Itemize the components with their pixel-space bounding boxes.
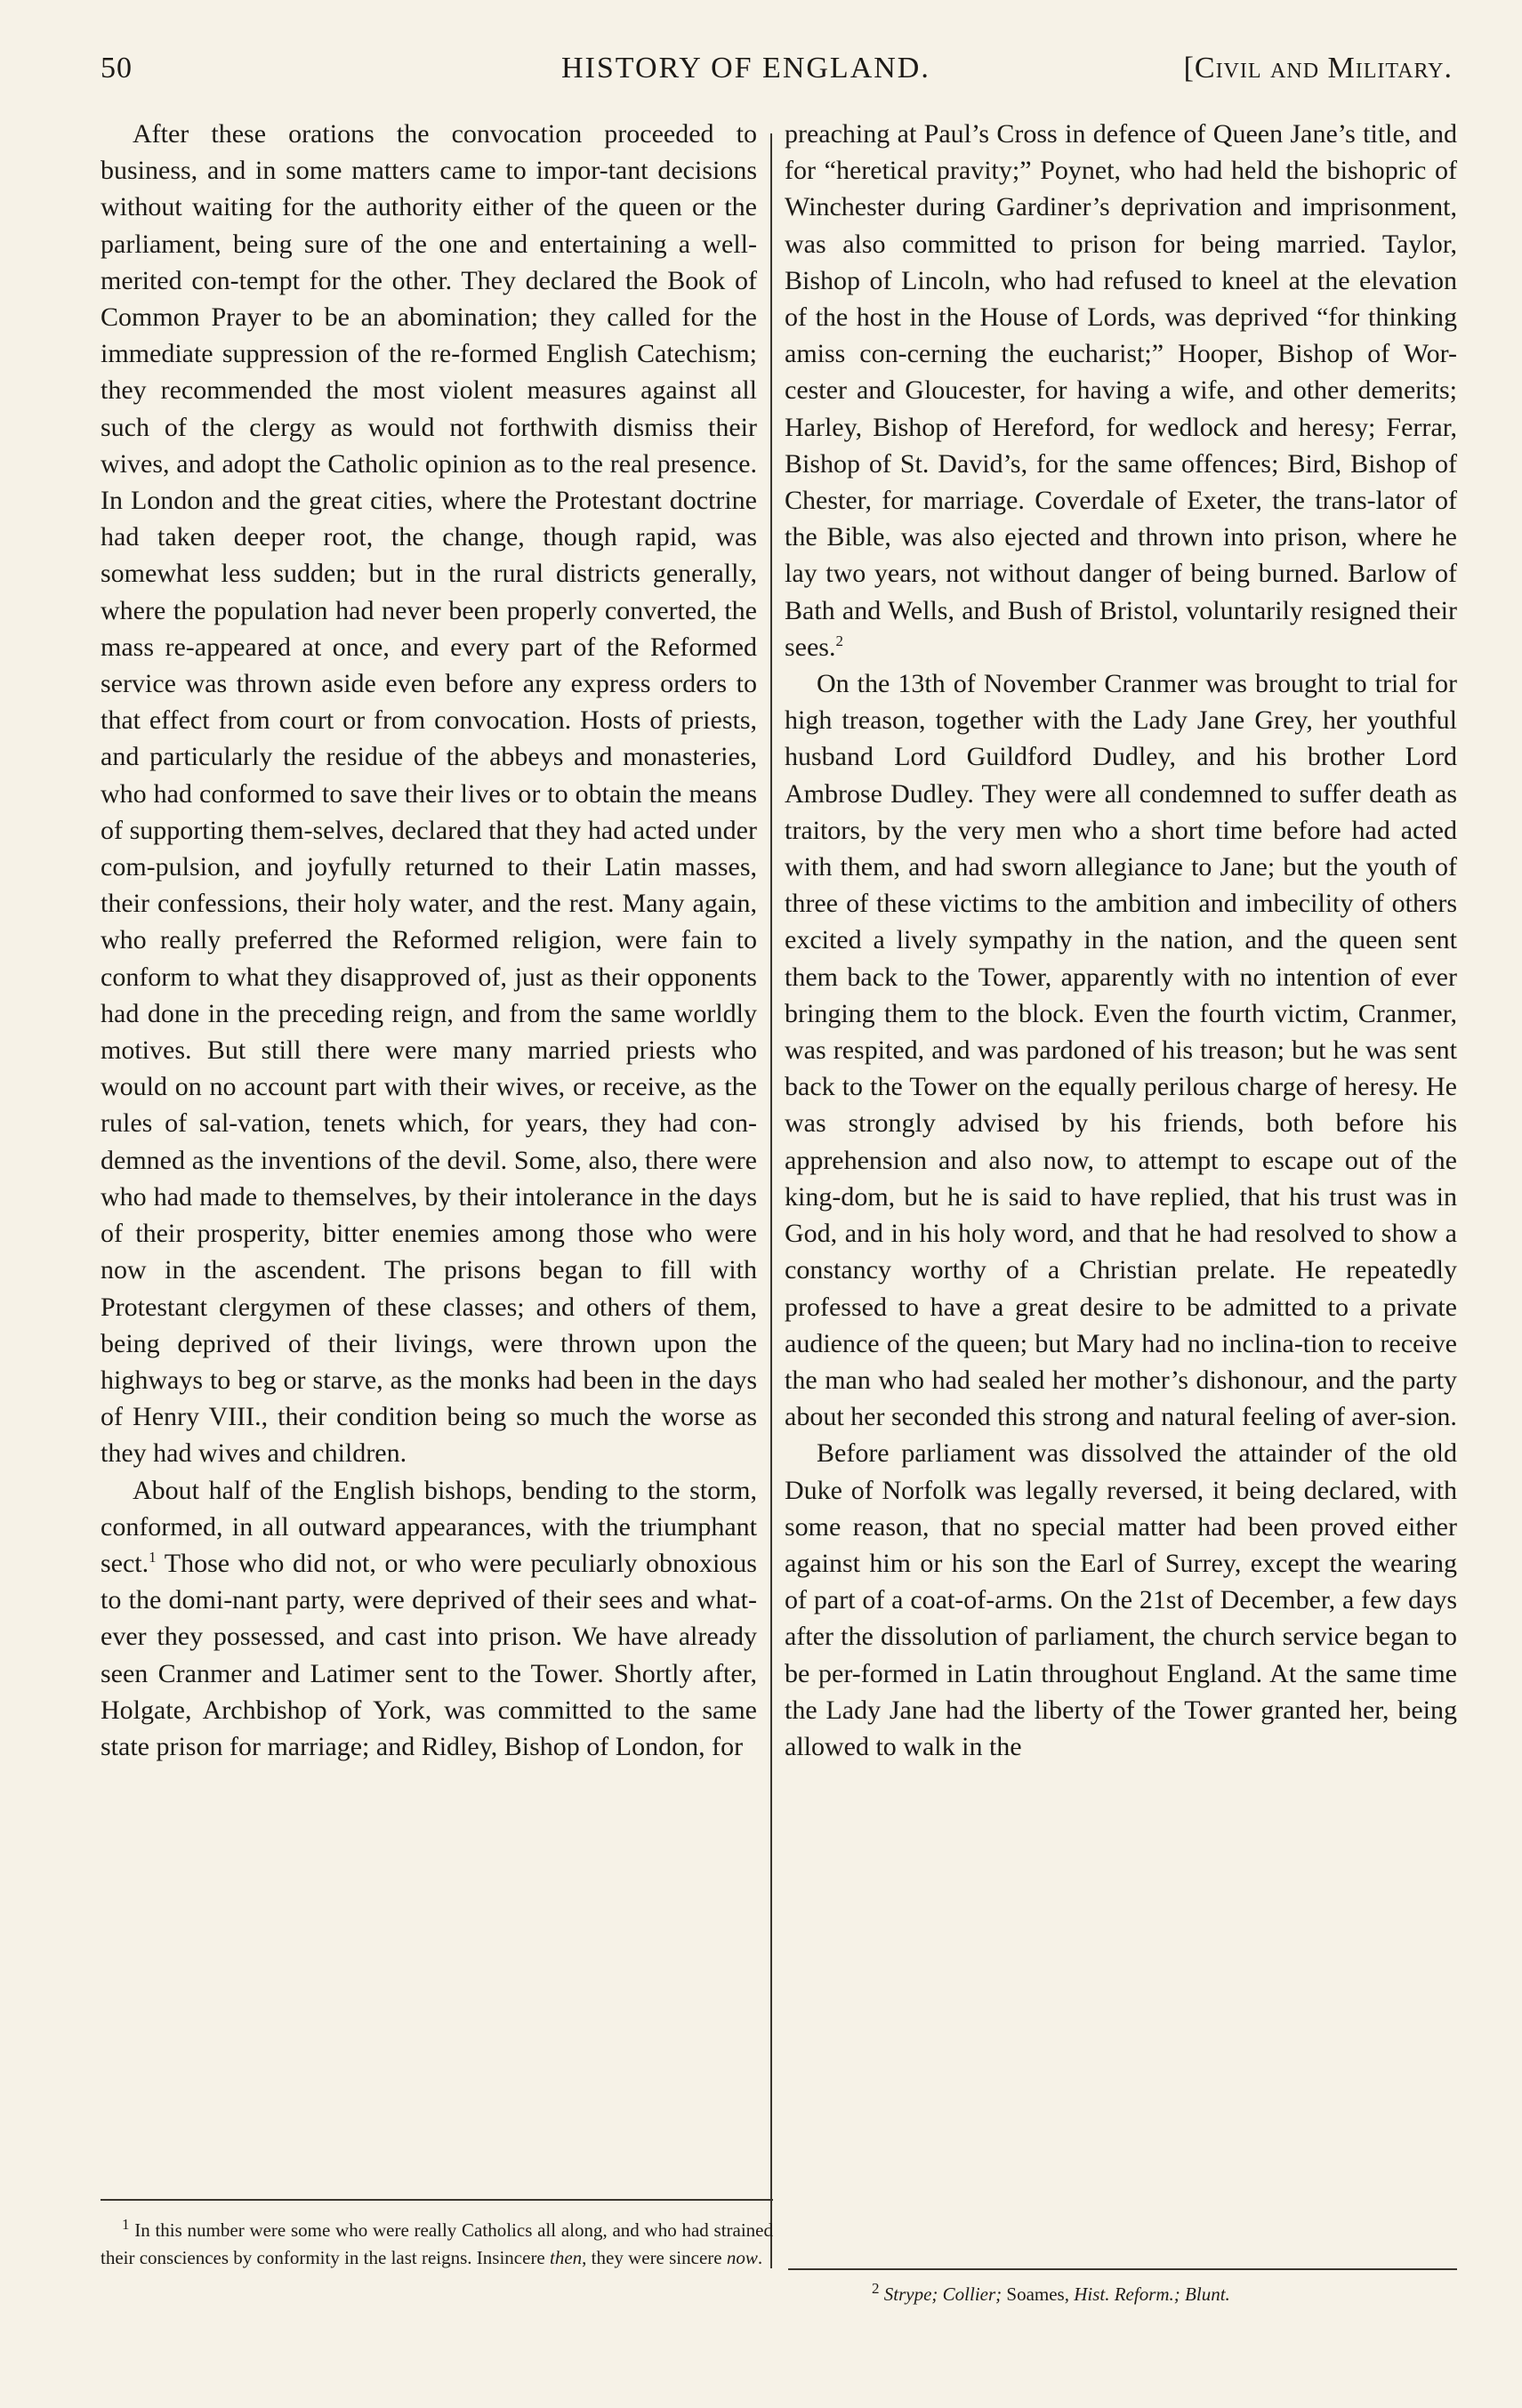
footnote-1: [101, 2217, 773, 2272]
footnote-emphasis: then: [550, 2247, 583, 2268]
section-title: [Civil and Military.: [1183, 52, 1453, 85]
paragraph: After these orations the convocation proceeded to business, and in some matters came to impor-tant decisions without waiting for the authority either of the queen or the parliament, being sure of the one and entertaining a well-merited con-tempt for the other. They declared the Book of Common Prayer to be an abomination; they called for the immediate suppression of the re-formed English Catechism; they recommended the most violent measures against all such of the clergy as would not forthwith dismiss their wives, and adopt the Catholic opinion as to the real presence. In London and the great cities, where the Protestant doctrine had taken deeper root, the change, though rapid, was somewhat less sudden; but in the rural districts generally, where the population had never been properly converted, the mass re-appeared at once, and every part of the Reformed service was thrown aside even before any express orders to that effect from court or from convocation. Hosts of priests, and particularly the residue of the abbeys and monasteries, who had conformed to save their lives or to obtain the means of supporting them-selves, declared that they had acted under com-pulsion, and joyfully returned to their Latin masses, their confessions, their holy water, and the rest. Many again, who really preferred the Reformed religion, were fain to conform to what they disapproved of, just as their opponents had done in the preceding reign, and from the same worldly motives. But still there were many married priests who would on no account part with their wives, or receive, as the rules of sal-vation, tenets which, for years, they had con-demned as the inventions of the devil. Some, also, there were who had made to themselves, by their intolerance in the days of their prosperity, bitter enemies among those who were now in the ascendent. The prisons began to fill with Protestant clergymen of these classes; and others of them, being deprived of their livings, were thrown upon the highways to beg or starve, as the monks had been in the days of Henry VIII., their condition being so much the worse as they had wives and children.: [101, 119, 757, 1469]
footnote-source: Soames,: [1002, 2283, 1075, 2305]
paragraph-text: About half of the English bishops, bending to the storm, conformed, in all outward appearances, with the triumphant sect.: [101, 1475, 757, 1578]
paragraph: On the 13th of November Cranmer was brought to trial for high treason, together with the Lady Jane Grey, her youthful husband Lord Guildford Dudley, and his brother Lord Ambrose Dudley. They were all condemned to suffer death as traitors, by the very men who a short time before had acted with them, and had sworn allegiance to Jane; but the youth of three of these victims to the ambition and imbecility of others excited a lively sympathy in the nation, and the queen sent them back to the Tower, apparently with no intention of ever bringing them to the block. Even the fourth victim, Cranmer, was respited, and was pardoned of his treason; but he was sent back to the Tower on the equally perilous charge of heresy. He was strongly advised by his friends, both before his apprehension and also now, to attempt to escape out of the king-dom, but he is said to have replied, that his trust was in God, and in his holy word, and that he had resolved to show a constancy worthy of a Christian prelate. He repeatedly professed to have a great desire to be admitted to a private audience of the queen; but Mary had no inclina-tion to receive the man who had sealed her mother’s dishonour, and the party about her seconded this strong and natural feeling of aver-sion.: [785, 669, 1457, 1432]
footnote-number: 1: [122, 2216, 130, 2233]
column-divider: [770, 133, 772, 2268]
page-number: 50: [101, 52, 133, 85]
footnote-divider: [788, 2268, 1457, 2270]
footnote-text: .: [757, 2247, 763, 2268]
footnote-number: 2: [872, 2280, 880, 2297]
running-title: HISTORY OF ENGLAND.: [561, 52, 930, 85]
footnote-mark: 1: [149, 1548, 157, 1566]
footnote-2: [872, 2281, 1441, 2308]
page-header: [101, 52, 1453, 105]
paragraph-text: Those who did not, or who were peculiarly obnoxious to the domi-nant party, were deprived of their sees and what-ever they possessed, and cast into prison. We have already seen Cranmer and Latimer sent to the Tower. Shortly after, Holgate, Archbishop of York, was committed to the same state prison for marriage; and Ridley, Bishop of London, for: [101, 1548, 757, 1761]
right-column: [785, 116, 1457, 2251]
footnote-source: Hist. Reform.; Blunt.: [1074, 2283, 1230, 2305]
footnote-source: Strype; Collier;: [879, 2283, 1003, 2305]
footnote-divider: [101, 2199, 773, 2201]
paragraph: [785, 116, 1457, 665]
footnote-mark: 2: [835, 632, 843, 649]
paragraph: Before parliament was dissolved the attainder of the old Duke of Norfolk was legally reversed, it being declared, with some reason, that no special matter had been proved either against him or his son the Earl of Surrey, except the wearing of part of a coat-of-arms. On the 21st of December, a few days after the dissolution of parliament, the church service began to be per-formed in Latin throughout England. At the same time the Lady Jane had the liberty of the Tower granted her, being allowed to walk in the: [785, 1438, 1457, 1761]
paragraph-text: preaching at Paul’s Cross in defence of Queen Jane’s title, and for “heretical pravity;” Poynet, who had held the bishopric of Winchester during Gardiner’s deprivation and imprisonment, was also committed to prison for being married. Taylor, Bishop of Lincoln, who had refused to kneel at the elevation of the host in the House of Lords, was deprived “for thinking amiss con-cerning the eucharist;” Hooper, Bishop of Wor-cester and Gloucester, for having a wife, and other demerits; Harley, Bishop of Hereford, for wedlock and heresy; Ferrar, Bishop of St. David’s, for the same offences; Bird, Bishop of Chester, for marriage. Coverdale of Exeter, the trans-lator of the Bible, was also ejected and thrown into prison, where he lay two years, not without danger of being burned. Barlow of Bath and Wells, and Bush of Bristol, voluntarily resigned their sees.: [785, 119, 1457, 662]
footnote-emphasis: now: [726, 2247, 758, 2268]
paragraph: [101, 1472, 757, 1766]
footnote-text: , they were sincere: [582, 2247, 727, 2268]
footnote-text: In this number were some who were really Catholics all along, and who had strained their consciences by conformity in the last reigns. Insincere: [101, 2219, 773, 2268]
left-column: [101, 116, 757, 2188]
